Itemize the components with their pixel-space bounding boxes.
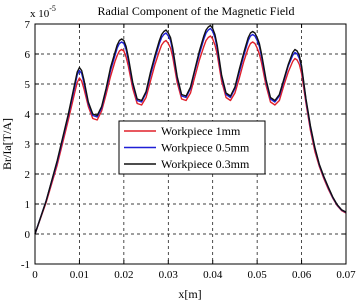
y-tick-label: 4 [24, 109, 30, 121]
x-tick-label: 0.04 [203, 269, 223, 281]
y-multiplier-base: x 10 [30, 8, 50, 20]
x-tick-label: 0 [32, 269, 38, 281]
legend-label: Workpiece 0.5mm [161, 140, 250, 155]
legend-label: Workpiece 1mm [161, 124, 241, 138]
legend [119, 121, 265, 174]
x-tick-label: 0.02 [114, 269, 134, 281]
chart-title: Radial Component of the Magnetic Field [97, 4, 295, 18]
legend-entries [124, 124, 250, 171]
y-tick-label: 7 [24, 19, 30, 31]
x-tick-label: 0.03 [158, 269, 178, 281]
y-tick-label: 5 [24, 79, 30, 91]
y-axis-label: Br/Ia[T/A] [0, 118, 14, 170]
y-tick-label: 6 [24, 49, 30, 61]
y-tick-label: 3 [24, 139, 30, 151]
y-multiplier-exponent: -5 [49, 4, 56, 13]
y-tick-label: 0 [24, 229, 30, 241]
x-tick-label: 0.07 [336, 269, 356, 281]
x-tick-label: 0.01 [69, 269, 90, 281]
y-tick-label: 2 [24, 169, 30, 181]
x-axis-label: x[m] [178, 287, 202, 301]
y-tick-label: -1 [20, 259, 30, 271]
legend-label: Workpiece 0.3mm [161, 157, 250, 171]
x-tick-label: 0.06 [291, 269, 312, 281]
x-tick-label: 0.05 [247, 269, 267, 281]
y-tick-label: 1 [24, 199, 30, 211]
